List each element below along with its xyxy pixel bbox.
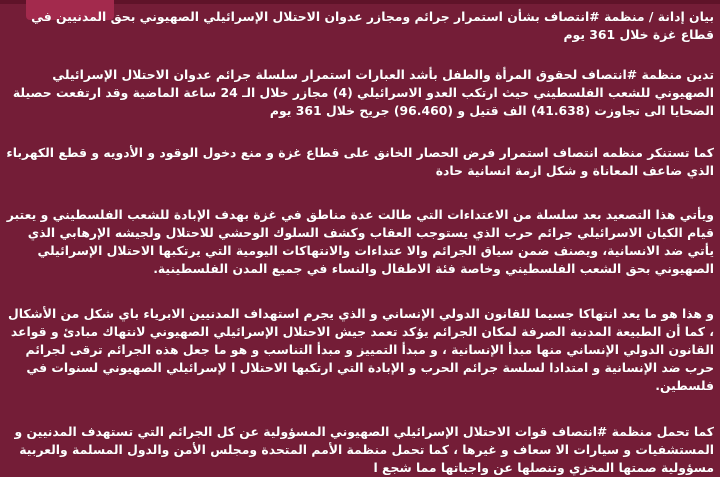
- paragraph-responsibility: كما تحمل منظمة #انتصاف قوات الاحتلال الإسرائيلي الصهيوني المسؤولية عن كل الجرائم التي تستهدف المدنيين و المستشفيات و سيارات الا سعاف و غيرها ، كما تحمل منظمة الأمم المتحدة ومجلس الأمن والدول المسلمة والعربية مسؤولية صمتها المخزي وتنصلها عن واجباتها مما شجع ا: [14, 424, 714, 475]
- paragraph-condemnation: تدين منظمة #انتصاف لحقوق المرأة والطفل بأشد العبارات استمرار سلسلة جرائم عدوان الاحتلال الإسرائيلي الصهيوني للشعب الفلسطيني حيث ارتكب العدو الاسرائيلي (4) مجازر خلال الـ 24 ساعة الماضية وقد ارتفعت حصيلة الضحايا الى تجاوزت (41.638) الف قتيل و (96.460) جريح خلال 361 يوم: [12, 67, 714, 118]
- paragraph-international-law: و هذا هو ما يعد انتهاكا جسيما للقانون الدولي الإنساني و الذي يجرم استهداف المدنيين الابرياء باي شكل من الأشكال ، كما أن الطبيعة المدنية الصرفة لمكان الجرائم يؤكد تعمد جيش الاحتلال الإسرائيلي الصهيوني لانتهاك مبادئ و قواعد القانون الدولي الإنساني منها مبدأ الإنسانية ، و مبدأ التمييز و مبدأ التناسب و هو ما جعل هذه الجرائم ترقى لجرائم حرب ضد الإنسانية و امتدادا لسلسة جرائم الحرب و الإبادة التي ارتكبها الاحتلال ا لإسرائيلي الصهيوني لسنوات في فلسطين.: [7, 306, 714, 393]
- paragraph-siege: كما تستنكر منظمه انتصاف استمرار فرض الحصار الخانق على قطاع غزة و منع دخول الوقود و الأدويه و قطع الكهرباء الذي ضاعف المعاناة و شكل ازمة انسانية حادة: [6, 145, 714, 178]
- statement-lead: بيان إدانة / منظمة #انتصاف بشأن استمرار جرائم ومجازر عدوان الاحتلال الإسرائيلي الصهيوني بحق المدنيين في قطاع غزة خلال 361 يوم: [31, 9, 714, 42]
- statement-content: [6, 8, 714, 477]
- paragraph-escalation: ويأتي هذا التصعيد بعد سلسلة من الاعتداءات التي طالت عدة مناطق في غزة بهدف الإبادة للشعب الفلسطيني و يعتبر قيام الكيان الاسرائيلي جرائم حرب الذي يستوجب العقاب وكشف السلوك الوحشي للاحتلال ولجيشه الإرهابي الذي يأتي ضد الانسانية، ويصنف ضمن سياق الجرائم والا عتداءات والانتهاكات اليومية التي يرتكبها الاحتلال الإسرائيلي الصهيوني بحق الشعب الفلسطيني وخاصة فئة الاطفال والنساء في جميع المدن الفلسطينية.: [6, 207, 714, 276]
